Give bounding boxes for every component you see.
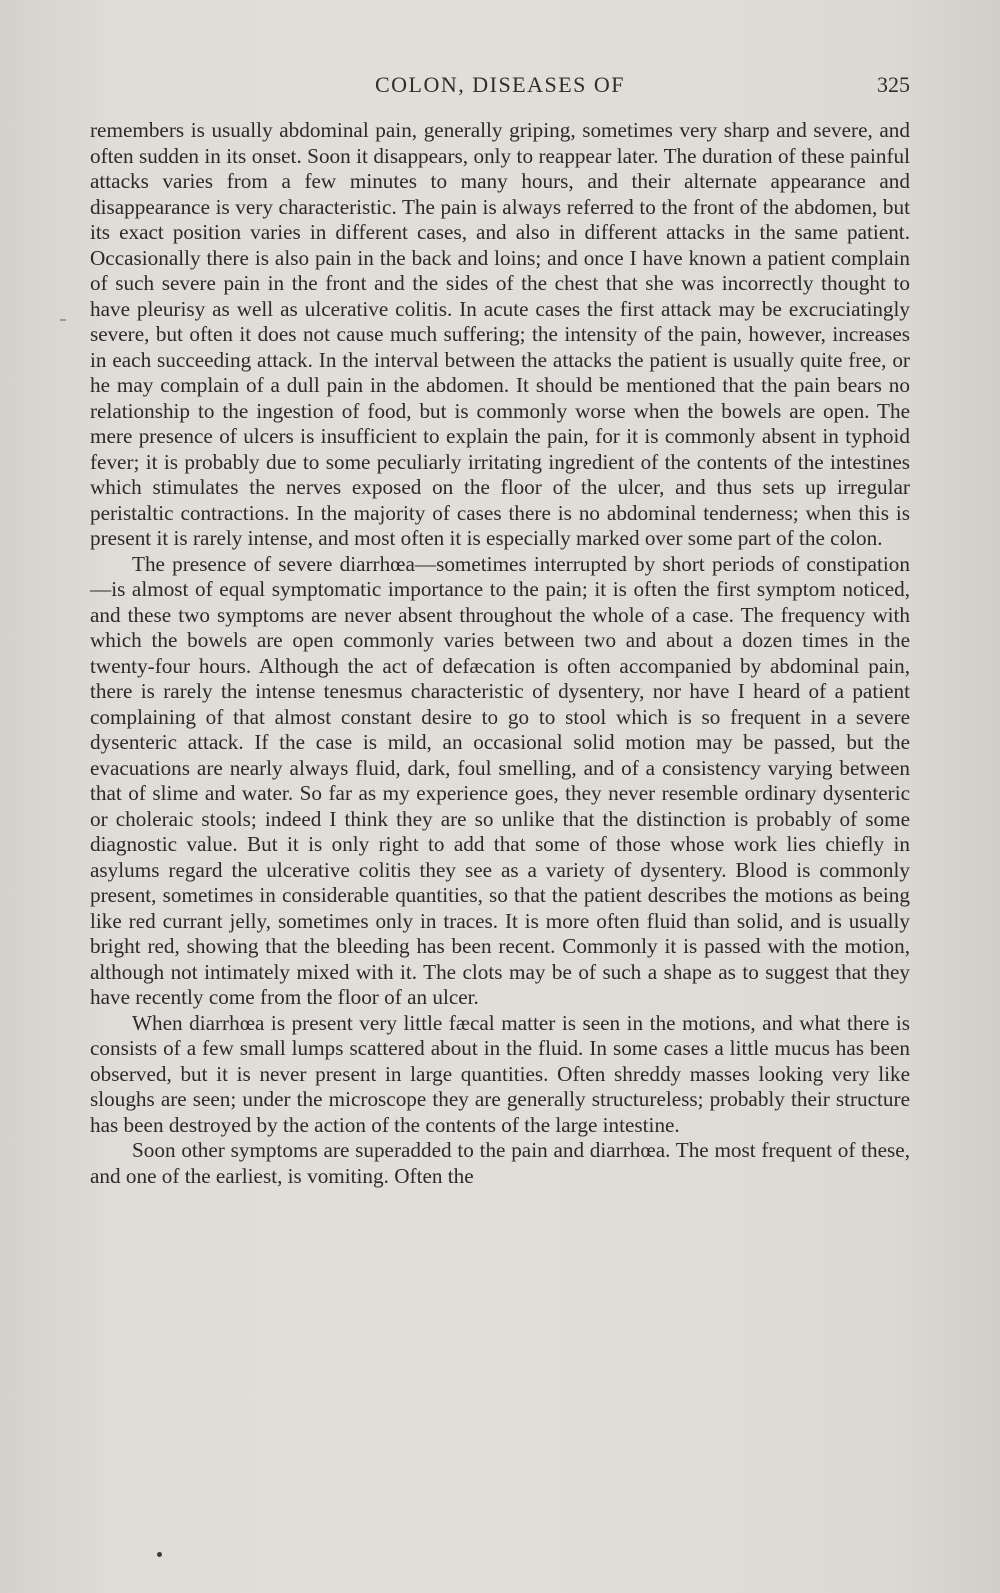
paragraph-pain: remembers is usually abdominal pain, generally griping, sometimes very sharp and severe, and often sudden in its onset. Soon it disappears, only to reappear later. The duration of these painful attacks varies from a few minutes to many hours, and their alternate appearance and disappearance is very characteristic. The pain is always referred to the front of the abdomen, but its exact position varies in different cases, and also in different attacks in the same patient. Occasionally there is also pain in the back and loins; and once I have known a patient complain of such severe pain in the front and the sides of the chest that she was incorrectly thought to have pleurisy as well as ulcerative colitis. In acute cases the first attack may be excruciatingly severe, but often it does not cause much suffering; the intensity of the pain, however, increases in each succeeding attack. In the interval between the attacks the patient is usually quite free, or he may complain of a dull pain in the abdomen. It should be mentioned that the pain bears no relationship to the ingestion of food, but is commonly worse when the bowels are open. The mere presence of ulcers is insufficient to explain the pain, for it is commonly absent in typhoid fever; it is probably due to some peculiarly irritating ingredient of the contents of the intestines which stimulates the nerves exposed on the floor of the ulcer, and thus sets up irregular peristaltic contractions. In the majority of cases there is no abdominal tenderness; when this is present it is rarely intense, and most often it is especially marked over some part of the colon. [90, 118, 910, 550]
body-text [90, 118, 910, 1189]
margin-mark [60, 319, 66, 321]
running-head: COLON, DISEASES OF [374, 72, 626, 97]
page-number: 325 [877, 72, 910, 97]
paragraph-motions: When diarrhœa is present very little fæcal matter is seen in the motions, and what there is consists of a few small lumps scattered about in the fluid. In some cases a little mucus has been observed, but it is never present in large quantities. Often shreddy masses looking very like sloughs are seen; under the microscope they are generally structureless; probably their structure has been destroyed by the action of the contents of the large intestine. [90, 1010, 910, 1137]
page-header [90, 66, 910, 106]
paragraph-other-symptoms: Soon other symptoms are superadded to the pain and diarrhœa. The most frequent of these, and one of the earliest, is vomiting. Often the [90, 1138, 910, 1188]
paragraph-diarrhoea: The presence of severe diarrhœa—sometimes interrupted by short periods of constipation—is almost of equal symptomatic importance to the pain; it is often the first symptom noticed, and these two symptoms are never absent throughout the whole of a case. The frequency with which the bowels are open commonly varies between two and about a dozen times in the twenty-four hours. Although the act of defæcation is often accompanied by abdominal pain, there is rarely the intense tenesmus characteristic of dysentery, nor have I heard of a patient complaining of that almost constant desire to go to stool which is so frequent in a severe dysenteric attack. If the case is mild, an occasional solid motion may be passed, but the evacuations are nearly always fluid, dark, foul smelling, and of a consistency varying between that of slime and water. So far as my experience goes, they never resemble ordinary dysenteric or choleraic stools; indeed I think they are so unlike that the distinction is probably of some diagnostic value. But it is only right to add that some of those whose work lies chiefly in asylums regard the ulcerative colitis they see as a variety of dysentery. Blood is commonly present, sometimes in considerable quantities, so that the patient describes the motions as being like red currant jelly, sometimes only in traces. It is more often fluid than solid, and is usually bright red, showing that the bleeding has been recent. Commonly it is passed with the motion, although not intimately mixed with it. The clots may be of such a shape as to suggest that they have recently come from the floor of an ulcer. [90, 551, 910, 1009]
ink-speck [157, 1552, 162, 1557]
